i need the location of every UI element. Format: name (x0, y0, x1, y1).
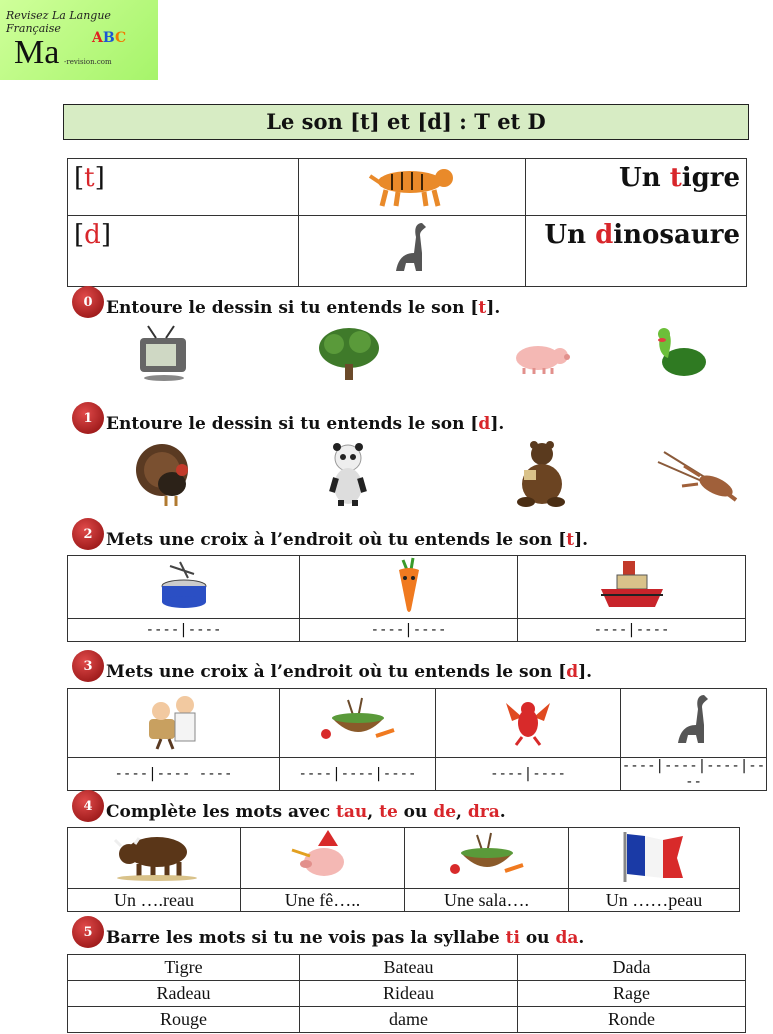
table-row (68, 1007, 746, 1033)
salad-icon (280, 689, 436, 758)
word-cell[interactable]: Tigre (68, 955, 300, 981)
salad-icon (405, 828, 569, 889)
instruction-text: Entoure le dessin si tu entends le son [t]. (106, 298, 501, 318)
syllable-marks[interactable]: ----|---- (518, 619, 746, 642)
syllable-marks[interactable]: ----|---- ---- (68, 758, 280, 791)
instruction-4 (72, 798, 506, 822)
word-cell[interactable]: dame (300, 1007, 518, 1033)
dentist-icon (68, 689, 280, 758)
instruction-0 (72, 294, 501, 318)
instruction-2 (72, 526, 589, 550)
instruction-3 (72, 658, 593, 682)
dinosaur-icon (621, 689, 767, 758)
table-row (68, 828, 740, 889)
word-cell[interactable]: Radeau (68, 981, 300, 1007)
dinosaur-icon (299, 216, 526, 287)
word-cell[interactable]: Rage (518, 981, 746, 1007)
sound-symbol-t: [t] (68, 159, 299, 216)
q4-table (67, 827, 740, 912)
pig-party-icon (241, 828, 405, 889)
logo-tagline: Revisez La Langue Française (6, 9, 111, 35)
table-row (68, 981, 746, 1007)
fill-blank[interactable]: Une sala…. (405, 889, 569, 912)
fill-blank[interactable]: Un ….reau (68, 889, 241, 912)
syllable-marks[interactable]: ----|---- (436, 758, 621, 791)
boat-icon (518, 556, 746, 619)
word-cell[interactable]: Bateau (300, 955, 518, 981)
word-cell[interactable]: Ronde (518, 1007, 746, 1033)
tiger-icon (299, 159, 526, 216)
syllable-marks[interactable]: ----|---- (300, 619, 518, 642)
pig-icon[interactable] (510, 340, 572, 376)
number-badge: 1 (72, 402, 104, 434)
carrot-icon (300, 556, 518, 619)
syllable-marks[interactable]: ----|---- (68, 619, 300, 642)
logo-domain: -revision.com (64, 58, 112, 66)
television-icon[interactable] (134, 324, 194, 384)
number-badge: 0 (72, 286, 104, 318)
flag-icon (569, 828, 740, 889)
number-badge: 4 (72, 790, 104, 822)
number-badge: 5 (72, 916, 104, 948)
panda-icon[interactable] (326, 442, 370, 508)
word-cell[interactable]: Rouge (68, 1007, 300, 1033)
instruction-text: Mets une croix à l’endroit où tu entends le son [t]. (106, 530, 589, 550)
sound-word-tigre: Un tigre (526, 159, 747, 216)
instruction-text: Barre les mots si tu ne vois pas la syllabe ti ou da. (106, 928, 585, 948)
lobster-icon[interactable] (654, 446, 738, 502)
logo-brand: Ma (14, 34, 60, 71)
instruction-1 (72, 410, 505, 434)
q5-word-table (67, 954, 746, 1033)
number-badge: 3 (72, 650, 104, 682)
instruction-text: Complète les mots avec tau, te ou de, dra. (106, 802, 506, 822)
table-row (68, 556, 746, 619)
word-cell[interactable]: Dada (518, 955, 746, 981)
number-badge: 2 (72, 518, 104, 550)
table-row (68, 159, 747, 216)
drum-icon (68, 556, 300, 619)
q3-table (67, 688, 767, 791)
table-row (68, 758, 767, 791)
tree-icon[interactable] (316, 324, 382, 384)
instruction-text: Mets une croix à l’endroit où tu entends le son [d]. (106, 662, 593, 682)
page-title: Le son [t] et [d] : T et D (63, 104, 749, 140)
syllable-marks[interactable]: ----|----|----|---- (621, 758, 766, 790)
fill-blank[interactable]: Un ……peau (569, 889, 740, 912)
table-row (68, 689, 767, 758)
table-row (68, 216, 747, 287)
sound-word-dinosaure: Un dinosaure (526, 216, 747, 287)
table-row (68, 955, 746, 981)
instruction-5 (72, 924, 585, 948)
q1-pictures (120, 440, 740, 510)
word-cell[interactable]: Rideau (300, 981, 518, 1007)
turkey-icon[interactable] (132, 440, 196, 508)
bull-icon (68, 828, 241, 889)
sounds-table (67, 158, 747, 287)
logo-abc: ABC (92, 30, 127, 46)
syllable-marks[interactable]: ----|----|---- (280, 758, 436, 791)
logo (0, 0, 158, 80)
instruction-text: Entoure le dessin si tu entends le son [d]. (106, 414, 505, 434)
turtle-icon[interactable] (650, 324, 710, 384)
dragon-icon (436, 689, 621, 758)
bear-icon[interactable] (512, 440, 568, 508)
table-row (68, 889, 740, 912)
sound-symbol-d: [d] (68, 216, 299, 287)
q0-pictures (120, 322, 740, 386)
fill-blank[interactable]: Une fê….. (241, 889, 405, 912)
q2-table (67, 555, 746, 642)
table-row (68, 619, 746, 642)
